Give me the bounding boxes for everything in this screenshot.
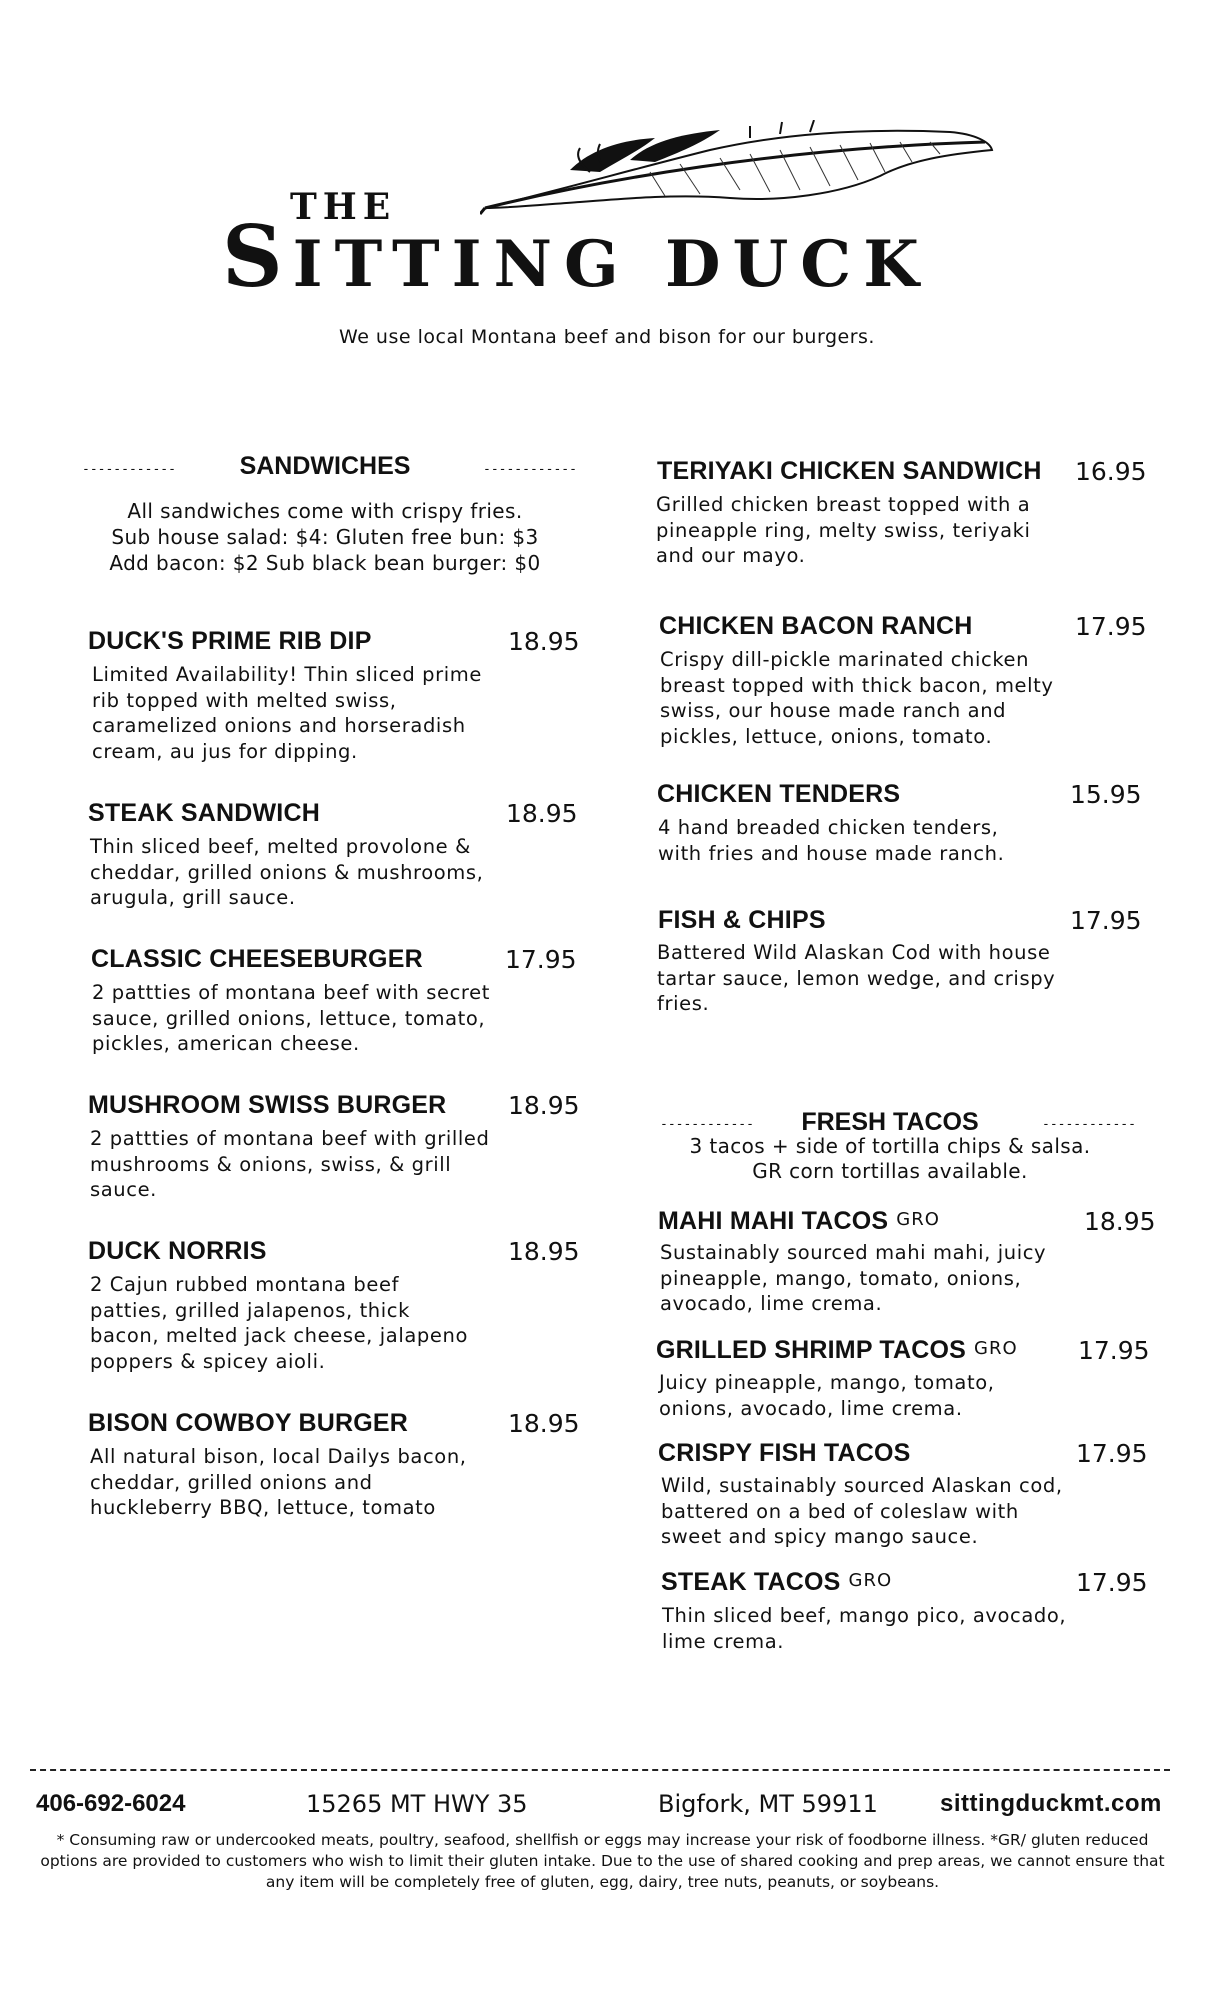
- menu-item-desc: Limited Availability! Thin sliced prime rib topped with melted swiss, caramelized onions and horseradish cream, au jus for dipping.: [92, 663, 482, 763]
- gr-badge: GRO: [896, 1209, 940, 1230]
- note-line: Sub house salad: $4: Gluten free bun: $3: [111, 525, 539, 549]
- footer-divider: [30, 1769, 1170, 1771]
- footer-city: Bigfork, MT 59911: [658, 1790, 878, 1818]
- note-line: All sandwiches come with crispy fries.: [127, 499, 523, 523]
- menu-item-name: DUCK NORRIS: [88, 1237, 267, 1265]
- menu-item-name: BISON COWBOY BURGER: [88, 1409, 409, 1437]
- note-line: GR corn tortillas available.: [752, 1159, 1028, 1183]
- menu-item-name: [656, 1336, 1018, 1365]
- menu-item-price: 18.95: [508, 1409, 580, 1438]
- logo-name-duck: DUCK: [664, 227, 931, 302]
- menu-item-desc: All natural bison, local Dailys bacon, cheddar, grilled onions and huckleberry BBQ, lettuce, tomato: [90, 1445, 467, 1519]
- menu-item-name: CHICKEN BACON RANCH: [659, 612, 973, 640]
- section-dashes-left: ------------: [82, 462, 176, 477]
- section-dashes-left: ------------: [660, 1117, 754, 1132]
- menu-item-price: 17.95: [505, 945, 577, 974]
- menu-item-price: 18.95: [508, 1091, 580, 1120]
- taco-name: GRILLED SHRIMP TACOS: [656, 1336, 967, 1364]
- logo-the: THE: [290, 186, 397, 228]
- menu-item-desc: 4 hand breaded chicken tenders, with fries and house made ranch.: [658, 816, 1005, 865]
- menu-item-desc: Crispy dill-pickle marinated chicken breast topped with thick bacon, melty swiss, our house made ranch and pickles, lettuce, onions, tomato.: [660, 648, 1054, 748]
- menu-item-desc: Grilled chicken breast topped with a pineapple ring, melty swiss, teriyaki and our mayo.: [656, 493, 1031, 567]
- menu-item-name: [661, 1568, 892, 1597]
- menu-item-price: 18.95: [1084, 1207, 1156, 1236]
- menu-item-price: 18.95: [508, 627, 580, 656]
- menu-item-name: CHICKEN TENDERS: [657, 780, 901, 808]
- menu-item-name: [658, 1207, 940, 1236]
- menu-item-price: 17.95: [1076, 1439, 1148, 1468]
- menu-item-name: CRISPY FISH TACOS: [658, 1439, 911, 1467]
- logo-big-s: S: [222, 207, 293, 306]
- gr-badge: GRO: [848, 1570, 893, 1591]
- menu-item-price: 17.95: [1075, 612, 1147, 641]
- menu-item-desc: 2 pattties of montana beef with secret sauce, grilled onions, lettuce, tomato, pickles, american cheese.: [92, 981, 490, 1055]
- menu-item-name: TERIYAKI CHICKEN SANDWICH: [657, 457, 1042, 485]
- menu-item-price: 15.95: [1070, 780, 1142, 809]
- menu-item-price: 17.95: [1076, 1568, 1148, 1597]
- section-title-sandwiches: SANDWICHES: [239, 452, 411, 480]
- note-line: 3 tacos + side of tortilla chips & salsa.: [689, 1134, 1091, 1158]
- menu-item-price: 18.95: [508, 1237, 580, 1266]
- footer-address: 15265 MT HWY 35: [306, 1790, 528, 1818]
- menu-item-name: STEAK SANDWICH: [88, 799, 320, 827]
- menu-item-price: 17.95: [1078, 1336, 1150, 1365]
- menu-item-price: 18.95: [506, 799, 578, 828]
- feather-logo-icon: [480, 120, 1000, 230]
- footer-website-link[interactable]: sittingduckmt.com: [940, 1790, 1162, 1817]
- footer-phone[interactable]: 406-692-6024: [36, 1790, 186, 1817]
- menu-item-desc: 2 Cajun rubbed montana beef patties, grilled jalapenos, thick bacon, melted jack cheese, jalapeno poppers & spicey aioli.: [90, 1273, 468, 1373]
- menu-item-desc: Sustainably sourced mahi mahi, juicy pineapple, mango, tomato, onions, avocado, lime crema.: [660, 1241, 1047, 1315]
- section-title-tacos: FRESH TACOS: [801, 1108, 979, 1136]
- menu-item-price: 17.95: [1070, 906, 1142, 935]
- sandwiches-note: [80, 498, 570, 576]
- menu-item-desc: Thin sliced beef, melted provolone & cheddar, grilled onions & mushrooms, arugula, grill sauce.: [90, 835, 484, 909]
- menu-item-desc: Battered Wild Alaskan Cod with house tartar sauce, lemon wedge, and crispy fries.: [657, 941, 1056, 1015]
- menu-item-name: CLASSIC CHEESEBURGER: [91, 945, 423, 973]
- menu-item-desc: Juicy pineapple, mango, tomato, onions, avocado, lime crema.: [659, 1371, 995, 1420]
- logo-name-rest: ITTING: [292, 227, 665, 302]
- tagline: We use local Montana beef and bison for our burgers.: [339, 326, 875, 348]
- taco-name: MAHI MAHI TACOS: [658, 1207, 889, 1235]
- menu-item-price: 16.95: [1075, 457, 1147, 486]
- note-line: Add bacon: $2 Sub black bean burger: $0: [109, 551, 541, 575]
- tacos-note: [650, 1134, 1130, 1184]
- footer-disclaimer: * Consuming raw or undercooked meats, poultry, seafood, shellfish or eggs may increase your risk of foodborne illness. *GR/ gluten reduced options are provided to customers who wish to limit their gluten intake. Due to the use of shared cooking and prep areas, we cannot ensure that any item will be completely free of gluten, egg, dairy, tree nuts, peanuts, or soybeans.: [40, 1831, 1165, 1891]
- menu-item-desc: Wild, sustainably sourced Alaskan cod, battered on a bed of coleslaw with sweet and spicy mango sauce.: [661, 1474, 1063, 1548]
- taco-name: STEAK TACOS: [661, 1568, 841, 1596]
- menu-item-name: MUSHROOM SWISS BURGER: [88, 1091, 447, 1119]
- menu-item-name: FISH & CHIPS: [658, 906, 826, 934]
- section-dashes-right: ------------: [1042, 1117, 1136, 1132]
- section-dashes-right: ------------: [483, 462, 577, 477]
- gr-badge: GRO: [974, 1338, 1018, 1359]
- menu-item-name: DUCK'S PRIME RIB DIP: [88, 627, 372, 655]
- menu-item-desc: 2 pattties of montana beef with grilled mushrooms & onions, swiss, & grill sauce.: [90, 1127, 490, 1201]
- menu-item-desc: Thin sliced beef, mango pico, avocado, lime crema.: [662, 1604, 1067, 1653]
